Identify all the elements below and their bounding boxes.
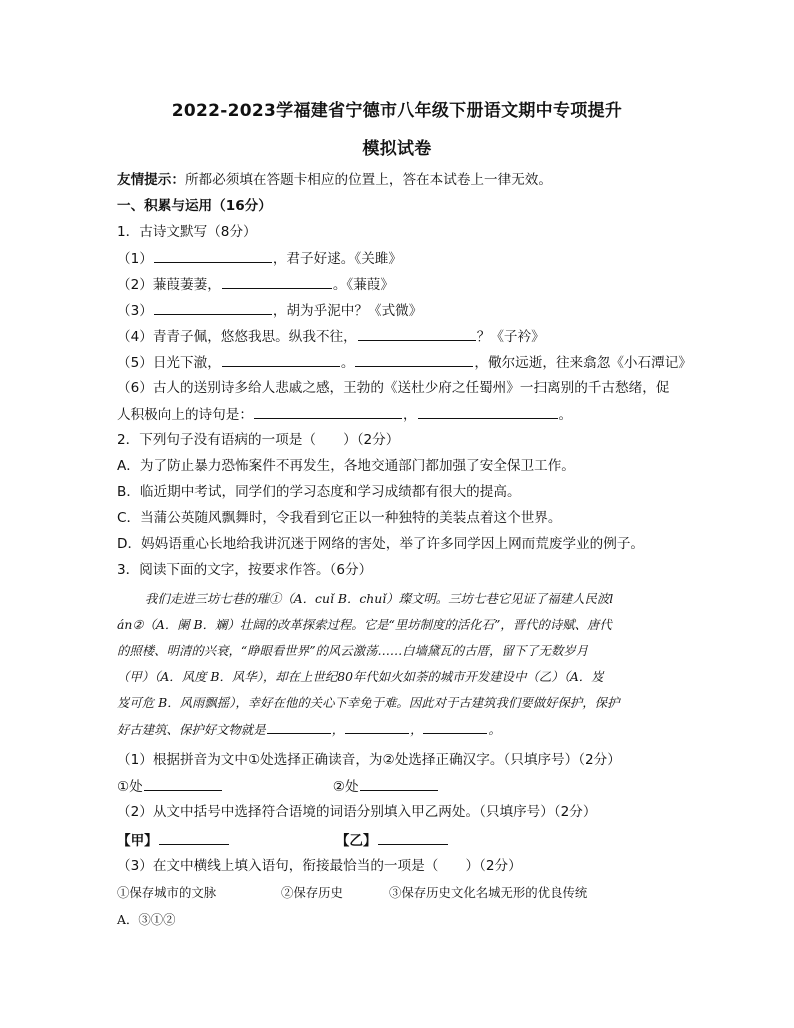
q3-sub3: （3）在文中横线上填入语句，衔接最恰当的一项是（ ）（2分） [117,858,522,874]
passage-line: 我们走进三坊七巷的璀①（A．cuǐ B．chuǐ）璨文明。三坊七巷它见证了福建人民波l [145,591,614,606]
q2-option-b: B．临近期中考试，同学们的学习态度和学习成绩都有很大的提高。 [117,484,521,500]
passage-line: 的照楼、明清的兴衰，“睁眼看世界”的风云激荡……白墙黛瓦的古厝，留下了无数岁月 [117,643,589,658]
tip-text: 所都必须填在答题卡相应的位置上，答在本试卷上一律无效。 [184,172,552,188]
q3-sub3-options [117,884,689,902]
q1-item-6-line1: （6）古人的送别诗多给人悲戚之感，王勃的《送杜少府之任蜀州》一扫离别的千古愁绪，促 [117,380,670,396]
q1-stem: 1．古诗文默写（8分） [117,224,257,240]
q3-sub2: （2）从文中括号中选择符合语境的词语分别填入甲乙两处。（只填序号）（2分） [117,804,597,820]
page-subtitle: 模拟试卷 [362,139,432,159]
answer-blank[interactable] [154,249,272,263]
answer-blank[interactable] [345,720,409,734]
answer-blank[interactable] [358,327,476,341]
answer-blank[interactable] [360,777,438,791]
q2-option-a: A．为了防止暴力恐怖案件不再发生，各地交通部门都加强了安全保卫工作。 [117,458,575,474]
q3-sub1-answers: ①处 ②处 [117,777,687,796]
answer-blank[interactable] [144,777,222,791]
q2-option-d: D．妈妈语重心长地给我讲沉迷于网络的害处，举了许多同学因上网而荒废学业的例子。 [117,536,645,552]
q3-sub3-option: ③保存历史文化名城无形的优良传统 [389,885,588,900]
q3-sub1: （1）根据拼音为文中①处选择正确读音，为②处选择正确汉字。（只填序号）（2分） [117,752,621,768]
section-heading: 一、积累与运用（16分） [117,198,272,214]
answer-blank[interactable] [378,831,448,845]
q3-stem: 3．阅读下面的文字，按要求作答。（6分） [117,562,373,578]
q1-item-2: （2）蒹葭萋萋， 。《蒹葭》 [117,277,394,293]
passage-line: （甲）（A．风度 B．风华），却在上世纪80年代如火如荼的城市开发建设中（乙）（A．岌 [117,669,604,684]
answer-blank[interactable] [423,720,487,734]
answer-blank[interactable] [355,353,473,367]
answer-blank[interactable] [154,301,272,315]
q3-sub3-answer-a: A．③①② [117,912,176,927]
answer-blank[interactable] [418,405,558,419]
q1-item-5: （5）日光下澈， 。 ，儆尔远逝，往来翕忽《小石潭记》 [117,355,692,371]
q1-item-3: （3） ，胡为乎泥中？《式微》 [117,303,423,319]
q3-sub3-option: ②保存历史 [281,885,343,900]
answer-blank[interactable] [222,275,332,289]
page-title: 2022-2023学福建省宁德市八年级下册语文期中专项提升 [171,101,623,121]
q1-item-1: （1） ，君子好逑。《关雎》 [117,251,402,267]
answer-blank[interactable] [222,353,340,367]
q1-item-6-line2: 人积极向上的诗句是： ， 。 [117,407,573,423]
passage-line: án②（A．阑 B．斓）壮阔的改革探索过程。它是“里坊制度的活化石”，晋代的诗赋、唐代 [117,617,612,632]
tip-label: 友情提示： [117,172,185,188]
q2-option-c: C．当蒲公英随风飘舞时，令我看到它正以一种独特的美装点着这个世界。 [117,510,562,526]
passage-line-last: 好古建筑、保护好文物就是 ， ， 。 [117,722,501,737]
passage-line: 岌可危 B．风雨飘摇），幸好在他的关心下幸免于难。因此对于古建筑我们要做好保护，保护 [117,695,620,710]
q3-sub2-answers: 【甲】 【乙】 [117,831,687,850]
answer-blank[interactable] [254,405,402,419]
q1-item-4: （4）青青子佩，悠悠我思。纵我不往， ？《子衿》 [117,329,545,345]
answer-blank[interactable] [159,831,229,845]
tip-line [117,171,687,189]
answer-blank[interactable] [267,720,331,734]
q3-sub3-option: ①保存城市的文脉 [117,885,217,900]
q2-stem: 2．下列句子没有语病的一项是（ ）（2分） [117,432,400,448]
